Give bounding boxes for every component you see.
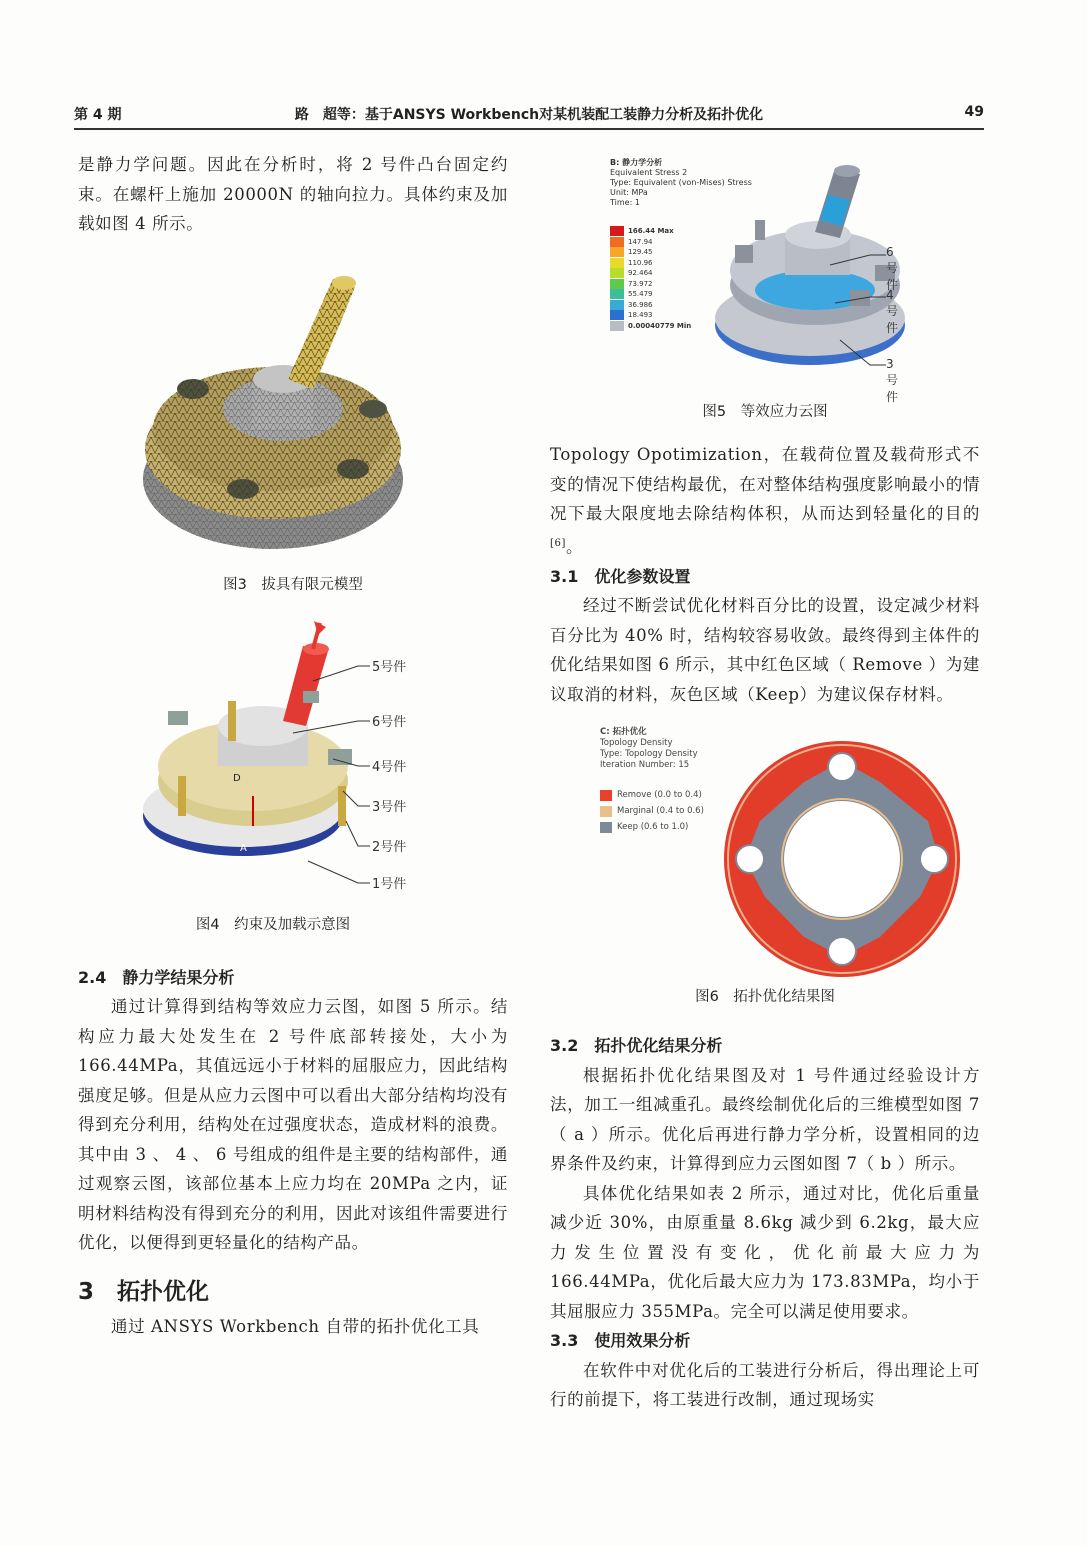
topology-intro-text: Topology Opotimization，在载荷位置及载荷形式不变的情况下使结构最优，在对整体结构强度影响最小的情况下最大限度地去除结构体积，从而达到轻量化的目的 [550, 445, 980, 523]
section-3-3-title: 3.3 使用效果分析 [550, 1331, 691, 1350]
fig5-label-part3: 3号件 [886, 357, 899, 404]
left-column [78, 150, 508, 1341]
section-3-2-title: 3.2 拓扑优化结果分析 [550, 1036, 723, 1055]
section-3-1-title: 3.1 优化参数设置 [550, 566, 691, 586]
fig6-info-0: Topology Density [600, 738, 673, 748]
fig6-legend [600, 787, 704, 835]
topology-result-image [720, 737, 965, 982]
fig5-legend-2: 129.45 [628, 248, 653, 256]
fig4-label-part3: 3号件 [372, 799, 407, 815]
fig6-info-1: Type: Topology Density [600, 749, 698, 759]
fig4-label-part4: 4号件 [372, 759, 407, 775]
constraint-load-diagram [78, 621, 508, 906]
fig4-mark-a: A [240, 842, 247, 854]
page-number: 49 [964, 104, 984, 120]
figure-4-caption: 图4 约束及加载示意图 [195, 916, 351, 933]
fig5-label-part4: 4号件 [886, 288, 899, 335]
figure-6 [550, 719, 980, 1009]
section-3-1-text: 经过不断尝试优化材料百分比的设置，设定减少材料百分比为 40% 时，结构较容易收敛。最终得到主体件的优化结果如图 6 所示，其中红色区域（ Remove ）为建议取消的材料，灰色区域（Keep）为建议保存材料。 [550, 596, 980, 704]
fig5-legend-3: 110.96 [628, 258, 653, 267]
fig5-legend-1: 147.94 [628, 237, 653, 246]
fig6-info-2: Iteration Number: 15 [600, 760, 690, 770]
section-3-3-text: 在软件中对优化后的工装进行分析后，得出理论上可行的前提下，将工装进行改制，通过现场实 [550, 1360, 980, 1409]
issue-number: 第 4 期 [74, 107, 122, 123]
fig5-legend-6: 55.479 [628, 290, 653, 298]
citation-ref: [6] [550, 537, 566, 549]
fig5-legend-7: 36.986 [628, 300, 653, 309]
fe-mesh-model-image [123, 269, 463, 569]
figure-5-caption: 图5 等效应力云图 [702, 404, 828, 420]
section-2-4-title: 2.4 静力学结果分析 [78, 967, 235, 987]
section-3-title: 3 拓扑优化 [78, 1278, 210, 1305]
fig4-label-part2: 2号件 [372, 839, 407, 855]
topology-intro-paragraph [550, 440, 980, 562]
fig4-label-part6: 6号件 [372, 714, 407, 730]
figure-4 [78, 621, 508, 951]
fig5-legend-5: 73.972 [628, 279, 653, 288]
topology-intro-end: 。 [565, 537, 584, 556]
figure-5 [550, 150, 980, 430]
fig5-title: B: 静力学分析 [610, 158, 663, 167]
fig6-legend-marginal: Marginal (0.4 to 0.6) [617, 806, 704, 816]
right-column [550, 150, 980, 1415]
fig4-mark-d: D [233, 772, 241, 784]
fig6-legend-keep: Keep (0.6 to 1.0) [617, 822, 689, 832]
figure-3-caption: 图3 拔具有限元模型 [223, 576, 363, 593]
fig5-info-1: Type: Equivalent (von-Mises) Stress [610, 178, 752, 187]
running-header [74, 104, 984, 126]
fig4-label-part5: 5号件 [372, 659, 407, 675]
fig5-legend-8: 18.493 [628, 311, 653, 319]
fig5-info-0: Equivalent Stress 2 [610, 168, 688, 177]
fig5-info-3: Time: 1 [610, 198, 640, 207]
fig4-label-part1: 1号件 [372, 876, 407, 892]
figure-6-caption: 图6 拓扑优化结果图 [695, 989, 835, 1005]
running-title: 路 超等：基于ANSYS Workbench对某机装配工装静力分析及拓扑优化 [294, 107, 764, 123]
section-3-2-paragraph-1: 根据拓扑优化结果图及对 1 号件通过经验设计方法，加工一组减重孔。最终绘制优化后的三维模型如图 7（ a ）所示。优化后再进行静力学分析，设置相同的边界条件及约束，计算得到应力云图如图 7（ b ）所示。 [550, 1065, 980, 1173]
fig6-title: C: 拓扑优化 [600, 727, 647, 737]
fig5-legend-0: 166.44 Max [628, 227, 674, 235]
section-2-4-text: 通过计算得到结构等效应力云图，如图 5 所示。结构应力最大处发生在 2 号件底部转接处，大小为 166.44MPa，其值远远小于材料的屈服应力，因此结构强度足够。但是从应力云图中可以看出大部分结构均没有得到充分利用，结构处在过强度状态，造成材料的浪费。其中由 3 、 4 、 6 号组成的组件是主要的结构部件，通过观察云图，该部位基本上应力均在 20MPa 之内，证明材料结构没有得到充分的利用，因此对该组件需要进行优化，以便得到更轻量化的结构产品。 [78, 997, 508, 1252]
fig5-legend-4: 92.464 [628, 269, 653, 277]
fig5-legend [610, 226, 691, 331]
fig5-label-part6: 6号件 [886, 245, 899, 292]
section-3-2-paragraph-2: 具体优化结果如表 2 所示，通过对比，优化后重量减少近 30%，由原重量 8.6kg 减少到 6.2kg，最大应力发生位置没有变化，优化前最大应力为 166.44MPa，优化后最大应力为 173.83MPa，均小于其屈服应力 355MPa。完全可以满足使用要求。 [550, 1183, 980, 1321]
fig5-leader-lines [810, 245, 890, 375]
figure-3 [78, 269, 508, 599]
fig6-legend-remove: Remove (0.0 to 0.4) [617, 790, 702, 800]
intro-paragraph: 是静力学问题。因此在分析时，将 2 号件凸台固定约束。在螺杆上施加 20000N 的轴向拉力。具体约束及加载如图 4 所示。 [78, 155, 508, 233]
fig5-legend-9: 0.00040779 Min [628, 321, 692, 330]
section-3-text: 通过 ANSYS Workbench 自带的拓扑优化工具 [111, 1316, 480, 1336]
header-rule [74, 128, 984, 130]
fig5-info-2: Unit: MPa [610, 188, 648, 197]
